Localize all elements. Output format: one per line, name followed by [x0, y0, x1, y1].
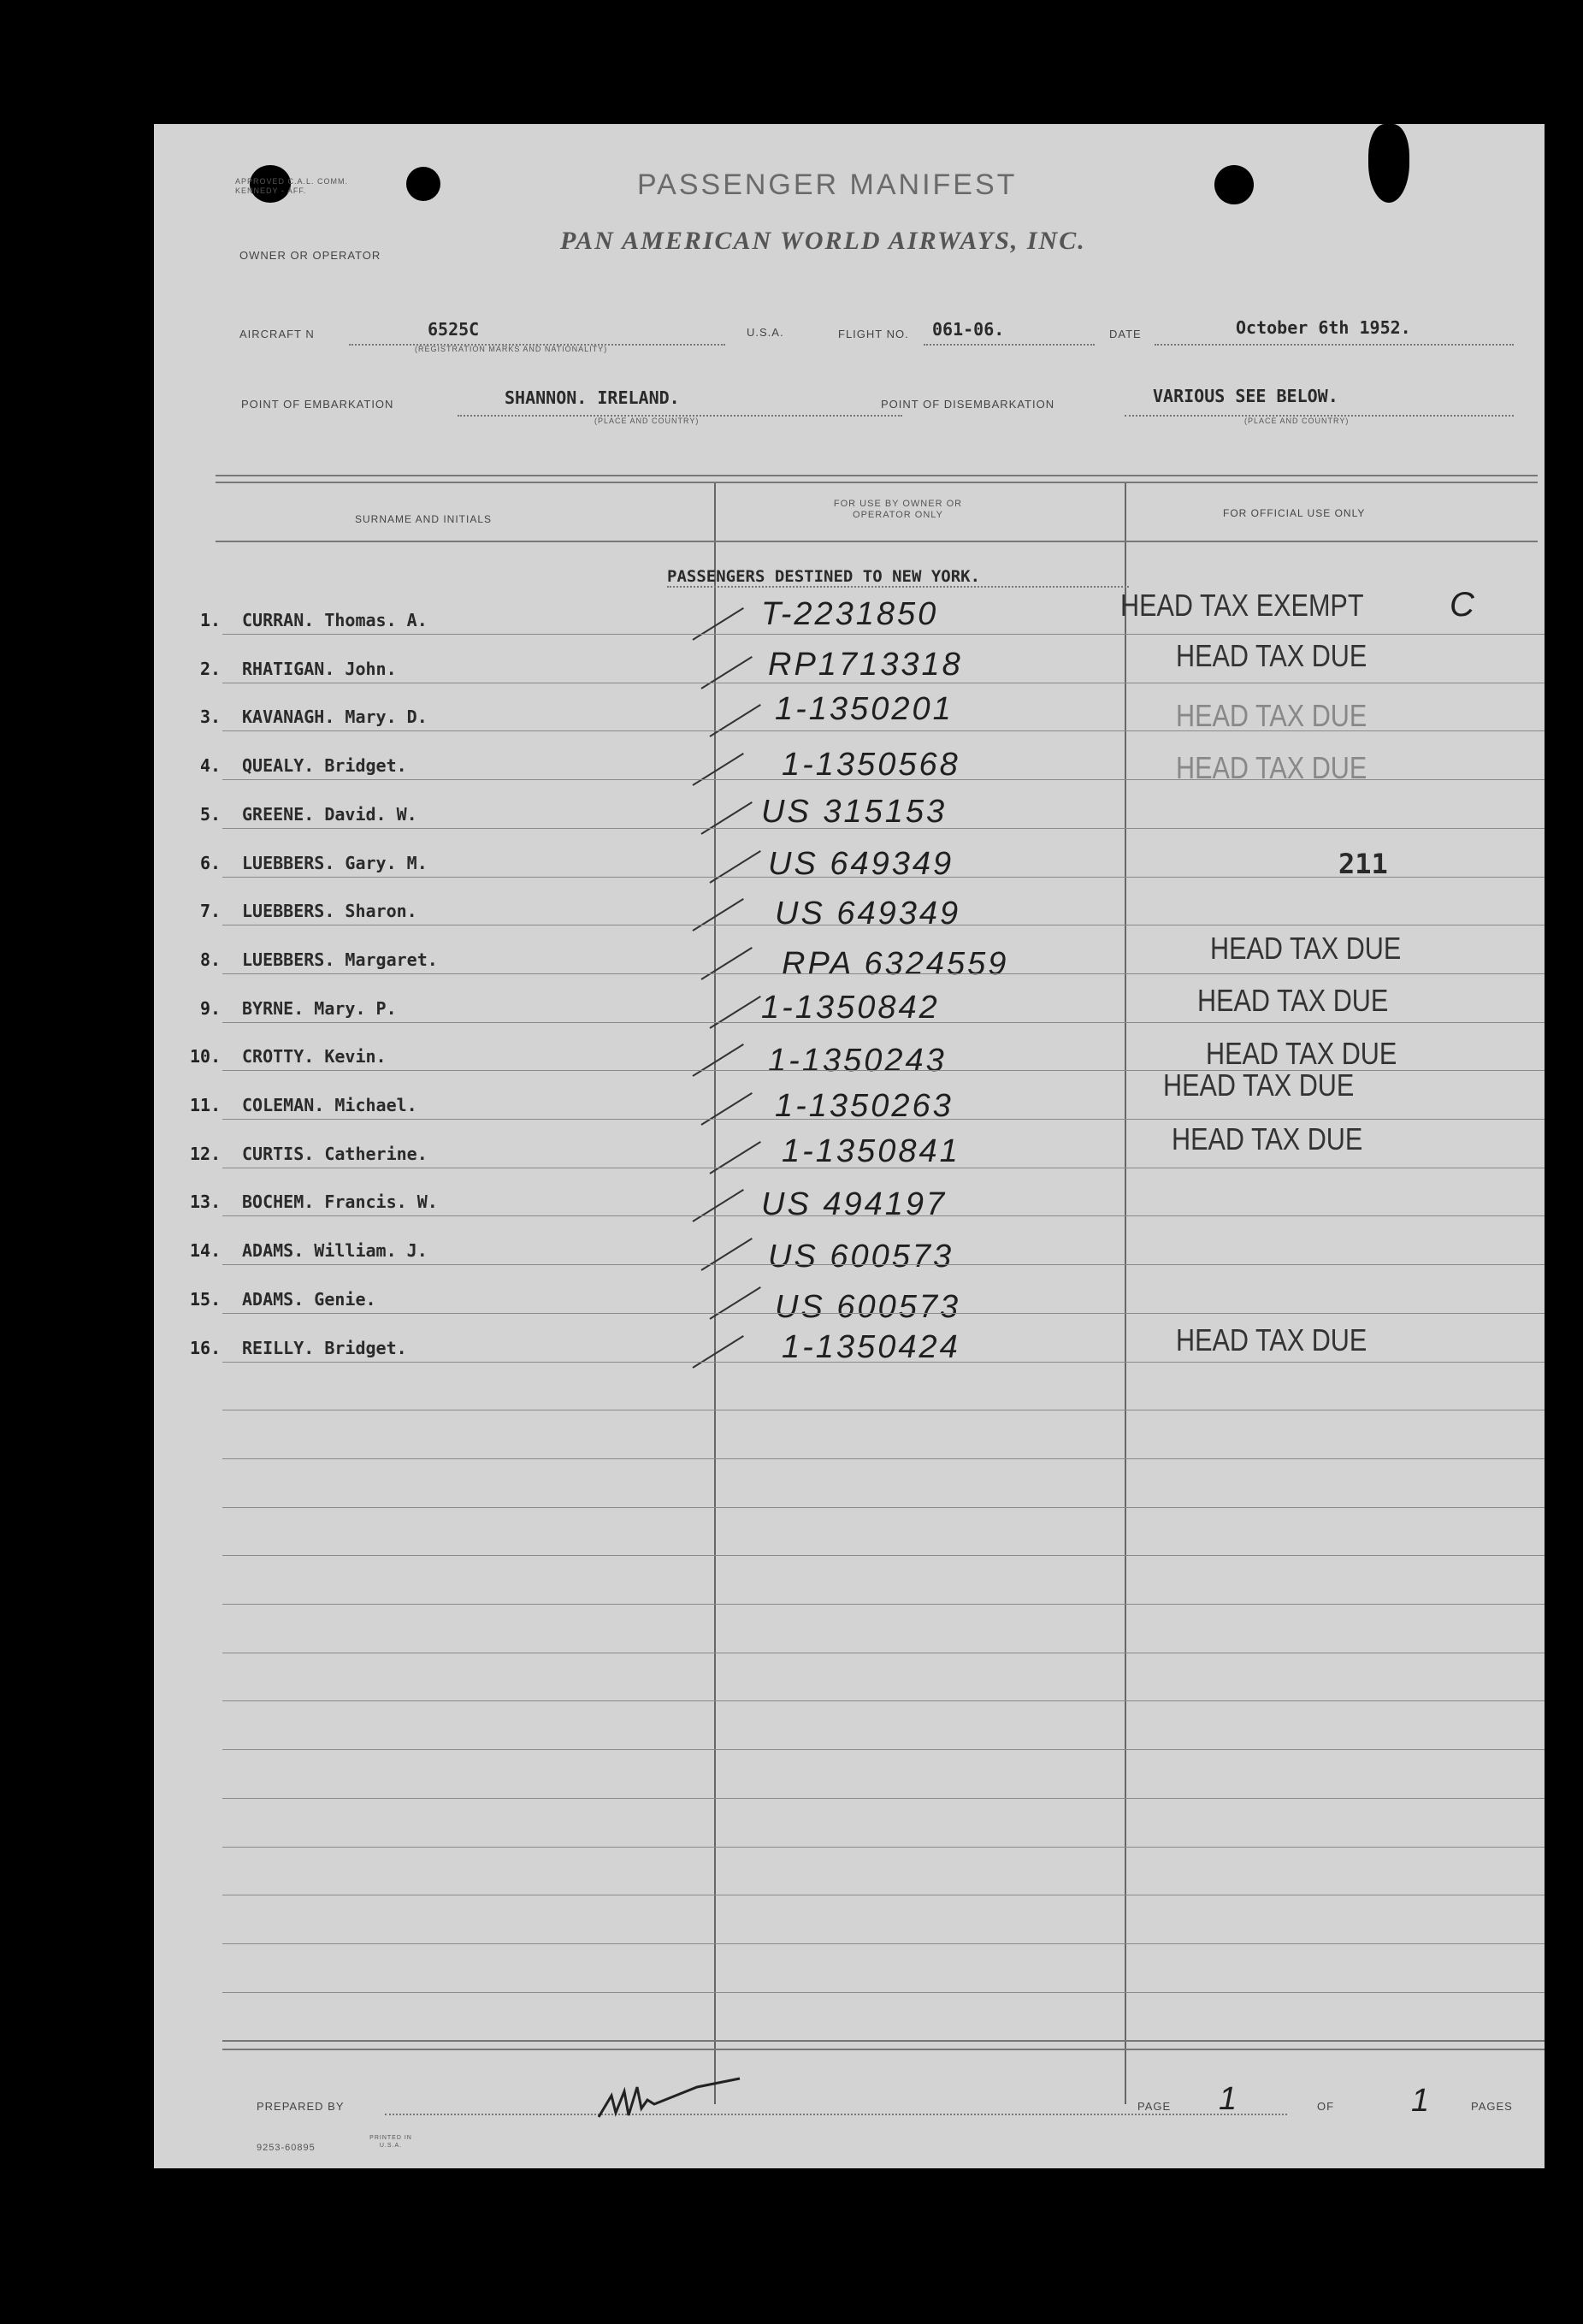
disembarkation-sub-label: (PLACE AND COUNTRY) — [1244, 417, 1350, 425]
official-mark-c: C — [1450, 586, 1477, 624]
travel-document-number: 1-1350568 — [782, 747, 960, 784]
passenger-number: 5. — [200, 803, 222, 825]
passenger-name: LUEBBERS. Margaret. — [242, 949, 438, 970]
column-header-name: SURNAME AND INITIALS — [355, 513, 493, 525]
check-mark — [709, 850, 760, 884]
passenger-number: 15. — [190, 1288, 222, 1310]
passenger-number: 2. — [200, 658, 222, 679]
check-mark — [700, 656, 752, 689]
empty-row-line — [222, 1555, 1545, 1556]
punch-hole-center-left — [406, 167, 440, 201]
travel-document-number: US 600573 — [768, 1239, 954, 1275]
travel-document-number: RP1713318 — [768, 646, 963, 683]
empty-row-line — [222, 1507, 1545, 1508]
check-mark — [692, 753, 743, 786]
travel-document-number: US 494197 — [761, 1186, 948, 1223]
passenger-name: CURRAN. Thomas. A. — [242, 610, 428, 630]
head-tax-stamp: HEAD TAX DUE — [1172, 1121, 1363, 1156]
flight-label: FLIGHT NO. — [838, 328, 909, 340]
passenger-name: COLEMAN. Michael. — [242, 1095, 417, 1115]
section-note: PASSENGERS DESTINED TO NEW YORK. — [667, 567, 981, 586]
passenger-number: 3. — [200, 707, 222, 728]
check-mark — [709, 704, 760, 737]
passenger-number: 1. — [200, 610, 222, 630]
empty-row-line — [222, 1749, 1545, 1750]
preparer-signature — [594, 2066, 748, 2134]
travel-document-number: 1-1350841 — [782, 1132, 960, 1169]
owner-label: OWNER OR OPERATOR — [239, 249, 381, 262]
passenger-number: 10. — [190, 1046, 222, 1067]
travel-document-number: 1-1350201 — [775, 691, 954, 728]
head-tax-stamp: HEAD TAX DUE — [1206, 1036, 1397, 1072]
column-header-official: FOR OFFICIAL USE ONLY — [1223, 507, 1366, 519]
approval-stamp: APPROVED C.A.L. COMM. KENNEDY - AFF. — [235, 177, 349, 195]
empty-row-line — [222, 1943, 1545, 1944]
aircraft-registration: 6525C — [428, 319, 480, 340]
passenger-number: 13. — [190, 1192, 222, 1213]
printed-mark: PRINTED IN U.S.A. — [369, 2135, 412, 2149]
punch-hole-center-right — [1214, 165, 1254, 204]
travel-document-number: US 649349 — [768, 845, 954, 882]
prepared-by-label: PREPARED BY — [257, 2100, 345, 2113]
flight-date: October 6th 1952. — [1236, 317, 1411, 338]
total-pages: 1 — [1411, 2083, 1432, 2119]
page-number: 1 — [1219, 2081, 1240, 2117]
date-label: DATE — [1109, 328, 1142, 340]
check-mark — [709, 1141, 760, 1174]
travel-document-number: T-2231850 — [761, 596, 939, 632]
passenger-number: 16. — [190, 1337, 222, 1358]
passenger-number: 11. — [190, 1095, 222, 1115]
travel-document-number: 1-1350243 — [768, 1043, 947, 1079]
embarkation-label: POINT OF EMBARKATION — [241, 398, 394, 411]
empty-row-line — [222, 1847, 1545, 1848]
check-mark — [692, 607, 743, 641]
check-mark — [692, 1044, 743, 1077]
passenger-name: LUEBBERS. Sharon. — [242, 901, 417, 922]
passenger-number: 4. — [200, 755, 222, 777]
check-mark — [709, 996, 760, 1029]
passenger-name: CROTTY. Kevin. — [242, 1046, 387, 1067]
passenger-name: RHATIGAN. John. — [242, 658, 397, 679]
travel-document-number: RPA 6324559 — [782, 945, 1009, 982]
passenger-number: 14. — [190, 1240, 222, 1262]
page-title: PASSENGER MANIFEST — [637, 169, 1018, 201]
head-tax-stamp: HEAD TAX DUE — [1176, 750, 1367, 786]
flight-number: 061-06. — [932, 319, 1005, 340]
empty-row-line — [222, 1798, 1545, 1799]
disembarkation-point: VARIOUS SEE BELOW. — [1153, 386, 1338, 406]
airline-name: PAN AMERICAN WORLD AIRWAYS, INC. — [560, 227, 1086, 255]
check-mark — [700, 947, 752, 980]
check-mark — [700, 1238, 752, 1271]
passenger-name: ADAMS. Genie. — [242, 1288, 376, 1310]
head-tax-stamp: HEAD TAX EXEMPT — [1120, 588, 1364, 623]
passenger-name: QUEALY. Bridget. — [242, 755, 407, 777]
check-mark — [692, 898, 743, 931]
of-label: OF — [1317, 2100, 1335, 2113]
check-mark — [692, 1335, 743, 1369]
head-tax-stamp: HEAD TAX DUE — [1176, 1322, 1367, 1357]
travel-document-number: US 600573 — [775, 1288, 961, 1325]
check-mark — [709, 1286, 760, 1320]
embarkation-sub-label: (PLACE AND COUNTRY) — [594, 417, 700, 425]
travel-document-number: 1-1350263 — [775, 1088, 954, 1124]
head-tax-stamp: HEAD TAX DUE — [1176, 698, 1367, 734]
passenger-name: CURTIS. Catherine. — [242, 1143, 428, 1164]
passenger-name: KAVANAGH. Mary. D. — [242, 707, 428, 728]
empty-row-line — [222, 1992, 1545, 1993]
empty-row-line — [222, 1604, 1545, 1605]
passenger-number: 12. — [190, 1143, 222, 1164]
manifest-sheet — [154, 124, 1545, 2168]
official-code: 211 — [1338, 847, 1388, 880]
disembarkation-label: POINT OF DISEMBARKATION — [881, 398, 1055, 411]
travel-document-number: 1-1350424 — [782, 1328, 960, 1365]
passenger-number: 6. — [200, 852, 222, 873]
passenger-name: LUEBBERS. Gary. M. — [242, 852, 428, 873]
empty-row-line — [222, 1458, 1545, 1459]
head-tax-stamp: HEAD TAX DUE — [1176, 637, 1367, 673]
aircraft-sub-label: (REGISTRATION MARKS AND NATIONALITY) — [415, 345, 608, 353]
form-number: 9253-60895 — [257, 2143, 316, 2153]
head-tax-stamp: HEAD TAX DUE — [1197, 982, 1389, 1018]
passenger-number: 7. — [200, 901, 222, 922]
passenger-name: BOCHEM. Francis. W. — [242, 1192, 438, 1213]
page-label: PAGE — [1137, 2100, 1172, 2113]
head-tax-stamp: HEAD TAX DUE — [1163, 1067, 1355, 1103]
passenger-name: REILLY. Bridget. — [242, 1337, 407, 1358]
empty-row-line — [222, 1700, 1545, 1701]
aircraft-label: AIRCRAFT N — [239, 328, 315, 340]
embarkation-point: SHANNON. IRELAND. — [505, 387, 680, 408]
column-header-owner: FOR USE BY OWNER OR OPERATOR ONLY — [833, 499, 963, 520]
check-mark — [700, 801, 752, 835]
passenger-number: 8. — [200, 949, 222, 970]
nationality: U.S.A. — [747, 326, 784, 339]
passenger-name: BYRNE. Mary. P. — [242, 997, 397, 1019]
travel-document-number: 1-1350842 — [761, 989, 940, 1026]
head-tax-stamp: HEAD TAX DUE — [1210, 930, 1402, 966]
travel-document-number: US 315153 — [761, 793, 948, 830]
travel-document-number: US 649349 — [775, 896, 961, 932]
passenger-name: ADAMS. William. J. — [242, 1240, 428, 1262]
punch-hole-right — [1368, 124, 1409, 203]
check-mark — [700, 1092, 752, 1126]
passenger-number: 9. — [200, 997, 222, 1019]
pages-label: PAGES — [1471, 2100, 1513, 2113]
check-mark — [692, 1189, 743, 1222]
passenger-name: GREENE. David. W. — [242, 803, 417, 825]
